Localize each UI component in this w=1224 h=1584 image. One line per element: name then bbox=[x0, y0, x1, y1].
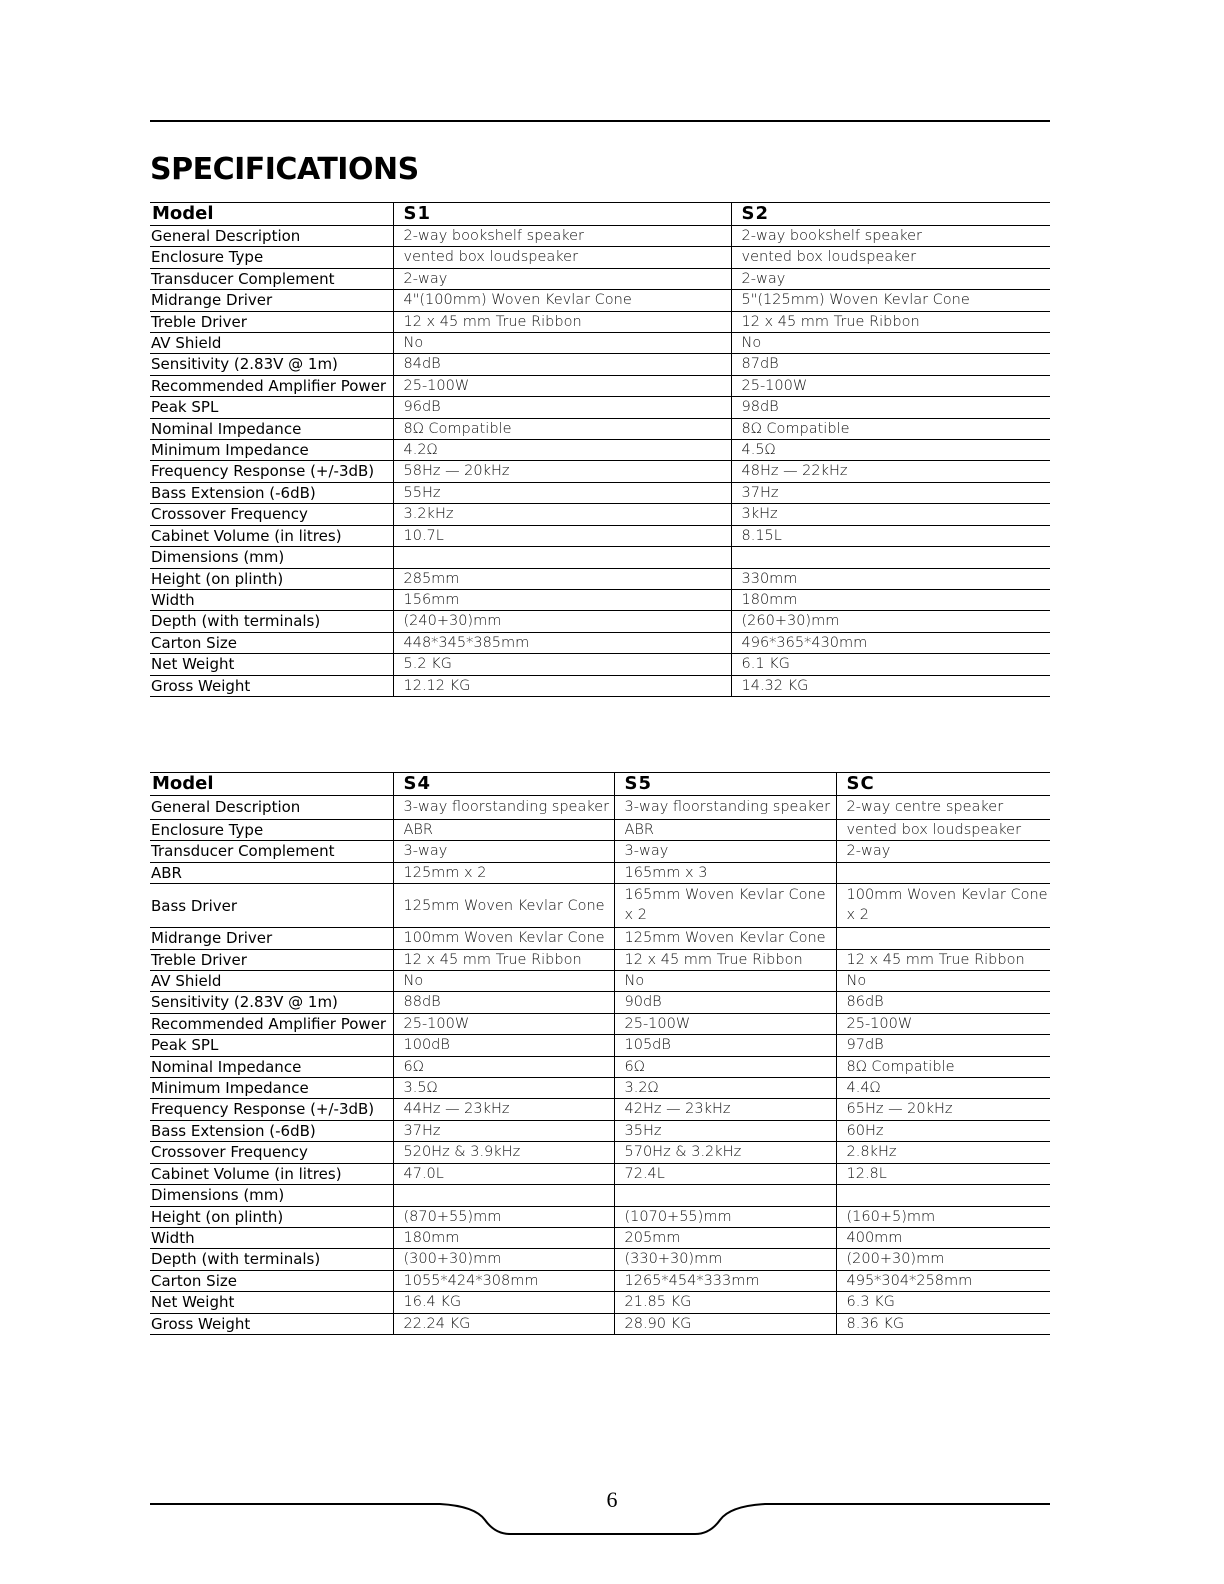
spec-value: 90dB bbox=[614, 992, 836, 1013]
table-row bbox=[150, 568, 1050, 589]
spec-value: 8.15L bbox=[731, 525, 1050, 546]
spec-value: 6.1 KG bbox=[731, 654, 1050, 675]
spec-label: Minimum Impedance bbox=[150, 440, 393, 461]
spec-label: Width bbox=[150, 1227, 393, 1248]
spec-label: Bass Extension (-6dB) bbox=[150, 482, 393, 503]
spec-label: Crossover Frequency bbox=[150, 1142, 393, 1163]
spec-value: 180mm bbox=[393, 1227, 614, 1248]
spec-value: 22.24 KG bbox=[393, 1313, 614, 1334]
spec-value: vented box loudspeaker bbox=[731, 247, 1050, 268]
table-header-row bbox=[150, 203, 1050, 226]
spec-label: Height (on plinth) bbox=[150, 1206, 393, 1227]
spec-label: Recommended Amplifier Power bbox=[150, 375, 393, 396]
spec-value: 58Hz — 20kHz bbox=[393, 461, 731, 482]
spec-label: Cabinet Volume (in litres) bbox=[150, 1163, 393, 1184]
spec-value: (240+30)mm bbox=[393, 611, 731, 632]
spec-value: 8Ω Compatible bbox=[836, 1056, 1050, 1077]
top-rule bbox=[150, 120, 1050, 122]
table-row bbox=[150, 1078, 1050, 1099]
spec-value: 400mm bbox=[836, 1227, 1050, 1248]
spec-label: Bass Driver bbox=[150, 884, 393, 928]
model-header: Model bbox=[150, 773, 393, 796]
spec-value: 125mm Woven Kevlar Cone bbox=[614, 928, 836, 949]
spec-value: 12.12 KG bbox=[393, 675, 731, 696]
model-s4-header: S4 bbox=[393, 773, 614, 796]
table-row bbox=[150, 440, 1050, 461]
spec-label: AV Shield bbox=[150, 333, 393, 354]
table-row bbox=[150, 971, 1050, 992]
table-row bbox=[150, 1035, 1050, 1056]
spec-label: Carton Size bbox=[150, 632, 393, 653]
spec-value: 65Hz — 20kHz bbox=[836, 1099, 1050, 1120]
table-row bbox=[150, 1099, 1050, 1120]
spec-value: 1055*424*308mm bbox=[393, 1270, 614, 1291]
spec-label: Cabinet Volume (in litres) bbox=[150, 525, 393, 546]
spec-value: 125mm Woven Kevlar Cone bbox=[393, 884, 614, 928]
spec-value: 520Hz & 3.9kHz bbox=[393, 1142, 614, 1163]
spec-value: 25-100W bbox=[614, 1013, 836, 1034]
spec-value: 100mm Woven Kevlar Cone x 2 bbox=[836, 884, 1050, 928]
spec-label: Midrange Driver bbox=[150, 928, 393, 949]
spec-label: Dimensions (mm) bbox=[150, 1185, 393, 1206]
table-row bbox=[150, 311, 1050, 332]
spec-value: 2.8kHz bbox=[836, 1142, 1050, 1163]
spec-label: General Description bbox=[150, 226, 393, 247]
spec-table-s4-s5-sc bbox=[150, 772, 1050, 1335]
spec-value: 5.2 KG bbox=[393, 654, 731, 675]
spec-value: vented box loudspeaker bbox=[836, 820, 1050, 841]
spec-value: 570Hz & 3.2kHz bbox=[614, 1142, 836, 1163]
table-row bbox=[150, 992, 1050, 1013]
spec-value: 2-way bookshelf speaker bbox=[731, 226, 1050, 247]
spec-value: 3-way floorstanding speaker bbox=[614, 796, 836, 820]
spec-value: 156mm bbox=[393, 589, 731, 610]
spec-value: 60Hz bbox=[836, 1120, 1050, 1141]
spec-value: 87dB bbox=[731, 354, 1050, 375]
model-s1-header: S1 bbox=[393, 203, 731, 226]
spec-value: 97dB bbox=[836, 1035, 1050, 1056]
spec-label: Carton Size bbox=[150, 1270, 393, 1291]
spec-label: Net Weight bbox=[150, 1292, 393, 1313]
spec-value: 98dB bbox=[731, 397, 1050, 418]
table-row bbox=[150, 654, 1050, 675]
spec-value: 6Ω bbox=[614, 1056, 836, 1077]
spec-label: AV Shield bbox=[150, 971, 393, 992]
model-sc-header: SC bbox=[836, 773, 1050, 796]
spec-value: 448*345*385mm bbox=[393, 632, 731, 653]
table-row bbox=[150, 268, 1050, 289]
table-row bbox=[150, 482, 1050, 503]
table-row bbox=[150, 1185, 1050, 1206]
table-row bbox=[150, 397, 1050, 418]
spec-value: (330+30)mm bbox=[614, 1249, 836, 1270]
table-row bbox=[150, 884, 1050, 928]
spec-label: Enclosure Type bbox=[150, 247, 393, 268]
spec-value: 37Hz bbox=[393, 1120, 614, 1141]
table-row bbox=[150, 1013, 1050, 1034]
spec-label: Transducer Complement bbox=[150, 268, 393, 289]
spec-value: 37Hz bbox=[731, 482, 1050, 503]
spec-value: 5"(125mm) Woven Kevlar Cone bbox=[731, 290, 1050, 311]
spec-value: 105dB bbox=[614, 1035, 836, 1056]
spec-value: 84dB bbox=[393, 354, 731, 375]
spec-label: Gross Weight bbox=[150, 675, 393, 696]
spec-value: 12 x 45 mm True Ribbon bbox=[393, 311, 731, 332]
spec-label: Transducer Complement bbox=[150, 841, 393, 862]
spec-value: (260+30)mm bbox=[731, 611, 1050, 632]
table-row bbox=[150, 461, 1050, 482]
spec-value: ABR bbox=[393, 820, 614, 841]
spec-value: 25-100W bbox=[393, 375, 731, 396]
table-row bbox=[150, 1163, 1050, 1184]
spec-value: 25-100W bbox=[836, 1013, 1050, 1034]
spec-value: 180mm bbox=[731, 589, 1050, 610]
spec-value: ABR bbox=[614, 820, 836, 841]
table-row bbox=[150, 504, 1050, 525]
spec-value: 14.32 KG bbox=[731, 675, 1050, 696]
spec-value: 4"(100mm) Woven Kevlar Cone bbox=[393, 290, 731, 311]
table-row bbox=[150, 1120, 1050, 1141]
spec-value: 4.4Ω bbox=[836, 1078, 1050, 1099]
spec-label: Enclosure Type bbox=[150, 820, 393, 841]
spec-value: 47.0L bbox=[393, 1163, 614, 1184]
spec-value: No bbox=[836, 971, 1050, 992]
spec-value: (870+55)mm bbox=[393, 1206, 614, 1227]
spec-label: Recommended Amplifier Power bbox=[150, 1013, 393, 1034]
spec-value: No bbox=[393, 971, 614, 992]
spec-value bbox=[393, 547, 731, 568]
spec-value: (200+30)mm bbox=[836, 1249, 1050, 1270]
spec-value: 2-way bbox=[731, 268, 1050, 289]
spec-value: No bbox=[614, 971, 836, 992]
spec-value: 4.2Ω bbox=[393, 440, 731, 461]
spec-label: Depth (with terminals) bbox=[150, 1249, 393, 1270]
table-body bbox=[150, 796, 1050, 1335]
spec-value: 8Ω Compatible bbox=[393, 418, 731, 439]
spec-label: Sensitivity (2.83V @ 1m) bbox=[150, 354, 393, 375]
spec-value: 55Hz bbox=[393, 482, 731, 503]
spec-value: 96dB bbox=[393, 397, 731, 418]
spec-value: 4.5Ω bbox=[731, 440, 1050, 461]
spec-value: No bbox=[393, 333, 731, 354]
spec-label: Minimum Impedance bbox=[150, 1078, 393, 1099]
spec-table-s1-s2 bbox=[150, 202, 1050, 697]
spec-value bbox=[836, 928, 1050, 949]
table-row bbox=[150, 1249, 1050, 1270]
spec-value: 12 x 45 mm True Ribbon bbox=[393, 949, 614, 970]
spec-value: 285mm bbox=[393, 568, 731, 589]
spec-label: General Description bbox=[150, 796, 393, 820]
spec-value: 8.36 KG bbox=[836, 1313, 1050, 1334]
table-header-row bbox=[150, 773, 1050, 796]
spec-value: 125mm x 2 bbox=[393, 862, 614, 883]
spec-value: 35Hz bbox=[614, 1120, 836, 1141]
spec-value: (1070+55)mm bbox=[614, 1206, 836, 1227]
table-row bbox=[150, 632, 1050, 653]
spec-label: Bass Extension (-6dB) bbox=[150, 1120, 393, 1141]
spec-label: Nominal Impedance bbox=[150, 1056, 393, 1077]
spec-value: 165mm Woven Kevlar Cone x 2 bbox=[614, 884, 836, 928]
spec-value bbox=[836, 1185, 1050, 1206]
table-row bbox=[150, 226, 1050, 247]
table-row bbox=[150, 1313, 1050, 1334]
spec-value: 2-way bbox=[393, 268, 731, 289]
spec-label: Sensitivity (2.83V @ 1m) bbox=[150, 992, 393, 1013]
table-row bbox=[150, 862, 1050, 883]
table-row bbox=[150, 525, 1050, 546]
spec-label: Frequency Response (+/-3dB) bbox=[150, 461, 393, 482]
spec-value: 3.5Ω bbox=[393, 1078, 614, 1099]
spec-label: Width bbox=[150, 589, 393, 610]
spec-value: 3-way bbox=[393, 841, 614, 862]
table-row bbox=[150, 611, 1050, 632]
table-row bbox=[150, 820, 1050, 841]
spec-label: Net Weight bbox=[150, 654, 393, 675]
spec-value: 2-way bookshelf speaker bbox=[393, 226, 731, 247]
table-row bbox=[150, 1206, 1050, 1227]
spec-value: vented box loudspeaker bbox=[393, 247, 731, 268]
spec-label: Treble Driver bbox=[150, 311, 393, 332]
spec-value: 25-100W bbox=[393, 1013, 614, 1034]
spec-label: ABR bbox=[150, 862, 393, 883]
spec-label: Peak SPL bbox=[150, 1035, 393, 1056]
spec-value: 16.4 KG bbox=[393, 1292, 614, 1313]
spec-label: Gross Weight bbox=[150, 1313, 393, 1334]
spec-label: Midrange Driver bbox=[150, 290, 393, 311]
table-row bbox=[150, 675, 1050, 696]
spec-value: 3.2kHz bbox=[393, 504, 731, 525]
table-row bbox=[150, 1056, 1050, 1077]
spec-label: Frequency Response (+/-3dB) bbox=[150, 1099, 393, 1120]
page-title: SPECIFICATIONS bbox=[150, 152, 419, 187]
spec-value bbox=[614, 1185, 836, 1206]
spec-value: 330mm bbox=[731, 568, 1050, 589]
spec-value bbox=[393, 1185, 614, 1206]
spec-value: 28.90 KG bbox=[614, 1313, 836, 1334]
spec-value: (300+30)mm bbox=[393, 1249, 614, 1270]
spec-label: Peak SPL bbox=[150, 397, 393, 418]
spec-value: 25-100W bbox=[731, 375, 1050, 396]
table-body bbox=[150, 226, 1050, 697]
spec-value: 6Ω bbox=[393, 1056, 614, 1077]
table-row bbox=[150, 589, 1050, 610]
table-row bbox=[150, 1270, 1050, 1291]
spec-value: 100dB bbox=[393, 1035, 614, 1056]
table-row bbox=[150, 1227, 1050, 1248]
spec-value: 42Hz — 23kHz bbox=[614, 1099, 836, 1120]
spec-value: 3-way floorstanding speaker bbox=[393, 796, 614, 820]
spec-value: (160+5)mm bbox=[836, 1206, 1050, 1227]
spec-value: 12 x 45 mm True Ribbon bbox=[731, 311, 1050, 332]
spec-value: 496*365*430mm bbox=[731, 632, 1050, 653]
spec-value: 10.7L bbox=[393, 525, 731, 546]
spec-value: 100mm Woven Kevlar Cone bbox=[393, 928, 614, 949]
table-row bbox=[150, 928, 1050, 949]
spec-value: 2-way bbox=[836, 841, 1050, 862]
table-row bbox=[150, 247, 1050, 268]
spec-value: 1265*454*333mm bbox=[614, 1270, 836, 1291]
spec-value: 72.4L bbox=[614, 1163, 836, 1184]
table-row bbox=[150, 418, 1050, 439]
table-row bbox=[150, 333, 1050, 354]
spec-value bbox=[731, 547, 1050, 568]
table-row bbox=[150, 290, 1050, 311]
table-row bbox=[150, 949, 1050, 970]
spec-value: 86dB bbox=[836, 992, 1050, 1013]
spec-value: No bbox=[731, 333, 1050, 354]
spec-label: Treble Driver bbox=[150, 949, 393, 970]
table-row bbox=[150, 354, 1050, 375]
spec-label: Height (on plinth) bbox=[150, 568, 393, 589]
spec-value: 6.3 KG bbox=[836, 1292, 1050, 1313]
spec-value: 3.2Ω bbox=[614, 1078, 836, 1099]
table-row bbox=[150, 1292, 1050, 1313]
spec-value: 3-way bbox=[614, 841, 836, 862]
table-row bbox=[150, 796, 1050, 820]
spec-value: 8Ω Compatible bbox=[731, 418, 1050, 439]
spec-value: 2-way centre speaker bbox=[836, 796, 1050, 820]
model-s5-header: S5 bbox=[614, 773, 836, 796]
spec-value: 44Hz — 23kHz bbox=[393, 1099, 614, 1120]
spec-label: Dimensions (mm) bbox=[150, 547, 393, 568]
model-s2-header: S2 bbox=[731, 203, 1050, 226]
spec-value: 165mm x 3 bbox=[614, 862, 836, 883]
table-row bbox=[150, 841, 1050, 862]
spec-label: Nominal Impedance bbox=[150, 418, 393, 439]
spec-value: 88dB bbox=[393, 992, 614, 1013]
spec-value: 3kHz bbox=[731, 504, 1050, 525]
spec-value: 12 x 45 mm True Ribbon bbox=[614, 949, 836, 970]
spec-value: 12 x 45 mm True Ribbon bbox=[836, 949, 1050, 970]
model-header: Model bbox=[150, 203, 393, 226]
spec-label: Depth (with terminals) bbox=[150, 611, 393, 632]
spec-value: 21.85 KG bbox=[614, 1292, 836, 1313]
spec-value bbox=[836, 862, 1050, 883]
page-number: 6 bbox=[606, 1487, 618, 1512]
spec-value: 48Hz — 22kHz bbox=[731, 461, 1050, 482]
spec-label: Crossover Frequency bbox=[150, 504, 393, 525]
table-row bbox=[150, 375, 1050, 396]
table-row bbox=[150, 1142, 1050, 1163]
spec-value: 495*304*258mm bbox=[836, 1270, 1050, 1291]
spec-value: 205mm bbox=[614, 1227, 836, 1248]
table-row bbox=[150, 547, 1050, 568]
spec-value: 12.8L bbox=[836, 1163, 1050, 1184]
